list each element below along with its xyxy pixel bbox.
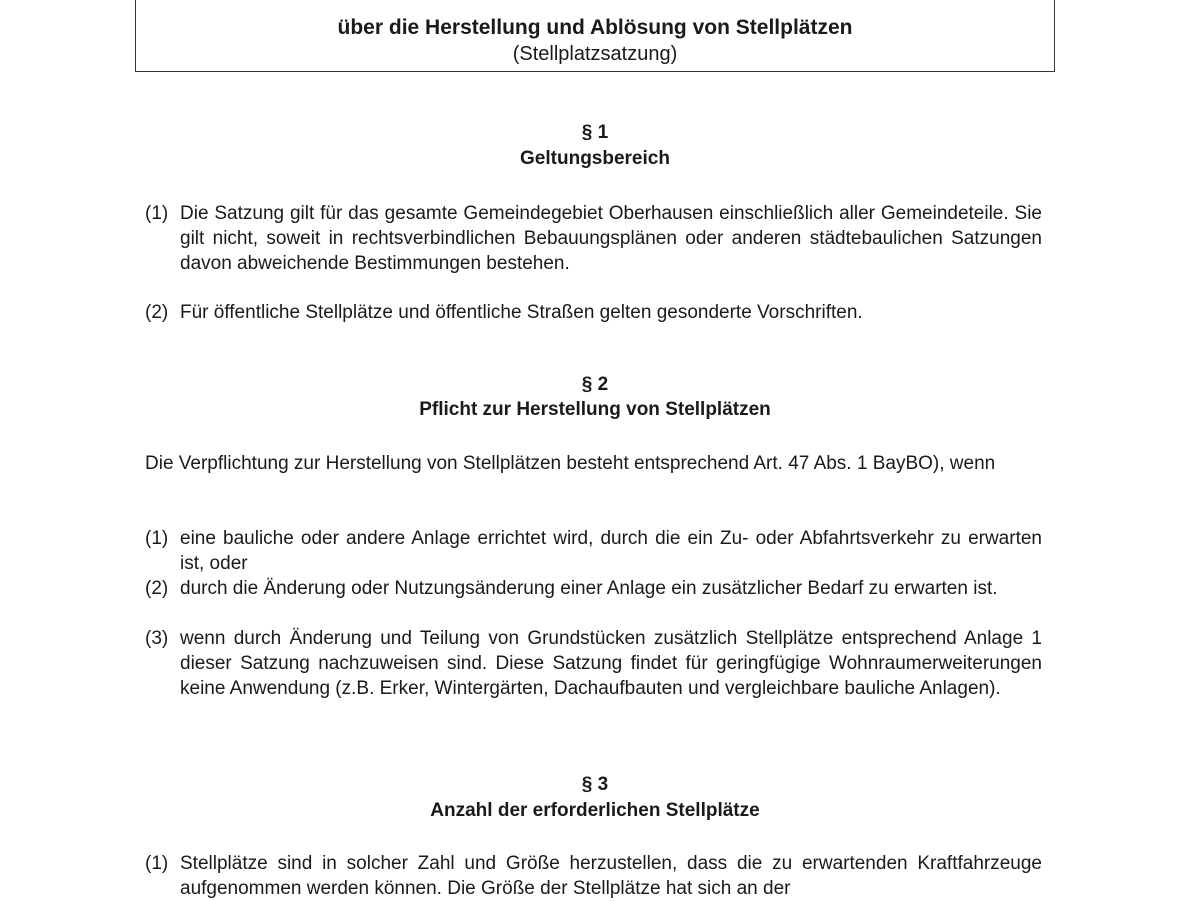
- section-3-heading: Anzahl der erforderlichen Stellplätze: [430, 800, 760, 821]
- section-2-number: § 2: [581, 374, 609, 395]
- section-3-item-1: [145, 851, 1042, 901]
- item-number: (2): [145, 302, 169, 323]
- item-text: Die Satzung gilt für das gesamte Gemeindegebiet Oberhausen einschließlich aller Gemeindeteile. Sie gilt nicht, soweit in rechtsverbindlichen Bebauungsplänen oder anderen städtebaulichen Satzungen davon abweichende Bestimmungen bestehen.: [180, 203, 1042, 274]
- document-short-title: (Stellplatzsatzung): [512, 43, 678, 65]
- section-1-item-2: [145, 300, 1042, 325]
- item-text: wenn durch Änderung und Teilung von Grundstücken zusätzlich Stellplätze entsprechend Anlage 1 dieser Satzung nachzuweisen sind. Diese Satzung findet für geringfügige Wohnraumerweiterungen keine Anwendung (z.B. Erker, Wintergärten, Dachaufbauten und vergleichbare bauliche Anlagen).: [180, 628, 1042, 699]
- item-text: eine bauliche oder andere Anlage errichtet wird, durch die ein Zu- oder Abfahrtsverkehr zu erwarten ist, oder: [180, 528, 1042, 574]
- section-2-item-3: [145, 626, 1042, 701]
- section-2-intro: Die Verpflichtung zur Herstellung von Stellplätzen besteht entsprechend Art. 47 Abs. 1 BayBO), wenn: [145, 453, 996, 474]
- item-number: (1): [145, 528, 169, 549]
- section-2-item-1: [145, 526, 1042, 576]
- section-1-item-1: [145, 201, 1042, 276]
- item-number: (2): [145, 578, 169, 599]
- item-text: Für öffentliche Stellplätze und öffentliche Straßen gelten gesonderte Vorschriften.: [180, 302, 863, 323]
- section-3-number: § 3: [581, 774, 609, 795]
- document-title-box: [135, 0, 1055, 72]
- item-number: (1): [145, 203, 169, 224]
- section-2-item-2: [145, 576, 1042, 601]
- section-1-heading: Geltungsbereich: [520, 148, 670, 169]
- item-number: (3): [145, 628, 169, 649]
- item-text: durch die Änderung oder Nutzungsänderung einer Anlage ein zusätzlicher Bedarf zu erwarten ist.: [180, 578, 998, 599]
- item-number: (1): [145, 853, 169, 874]
- section-2-heading: Pflicht zur Herstellung von Stellplätzen: [419, 399, 771, 420]
- section-1-number: § 1: [581, 122, 609, 143]
- item-text: Stellplätze sind in solcher Zahl und Größe herzustellen, dass die zu erwartenden Kraftfahrzeuge aufgenommen werden können. Die Größe der Stellplätze hat sich an der: [180, 853, 1042, 899]
- document-title: [136, 0, 1054, 1]
- document-subtitle: über die Herstellung und Ablösung von Stellplätzen: [337, 16, 853, 39]
